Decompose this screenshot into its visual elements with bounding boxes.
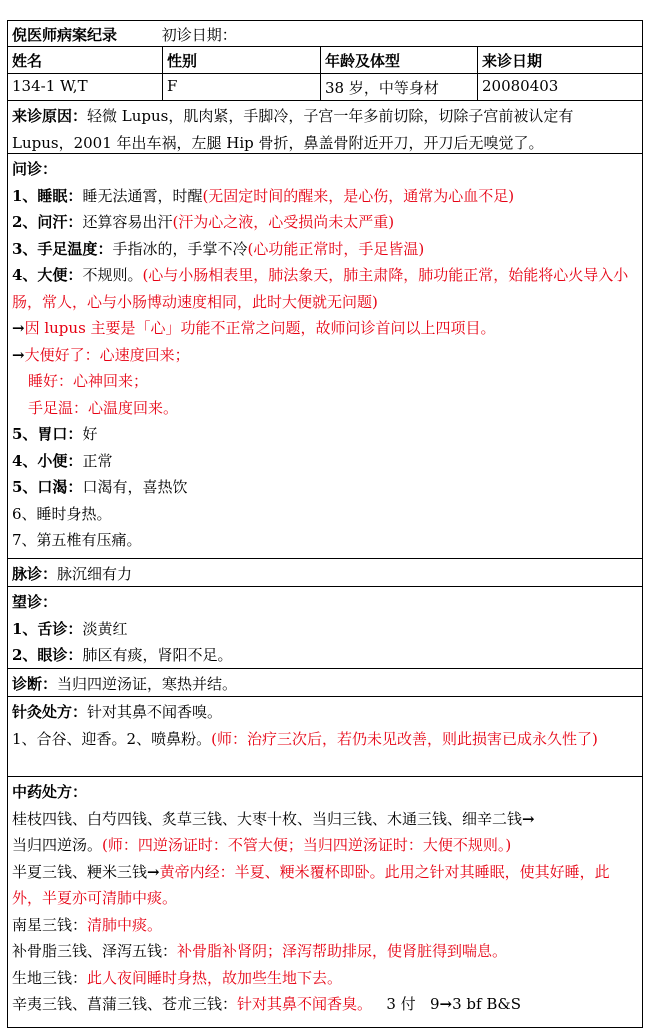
herbal-line: 半夏三钱、粳米三钱→黄帝内经：半夏、粳米覆杯即卧。此用之针对其睡眠，使其好睡，此外，半夏亦可清肺中痰。	[12, 862, 610, 907]
col-name: 姓名	[8, 47, 163, 73]
right-arrow-icon: →	[439, 995, 453, 1013]
acupuncture-points: 1、合谷、迎香。2、喷鼻粉。	[12, 729, 212, 748]
inquiry-result: →大便好了：心速度回来；	[12, 345, 190, 364]
pulse-text: 脉沉细有力	[57, 565, 133, 583]
schedule-b: 3 bf B&S	[452, 995, 521, 1013]
col-sex: 性别	[163, 47, 321, 73]
inquiry-item: 4、小便：正常	[12, 451, 113, 470]
info-header-row	[8, 47, 642, 74]
herbal-section	[8, 777, 642, 1027]
herbal-label: 中药处方：	[12, 783, 88, 801]
inquiry-item: 4、大便：不规则。(心与小肠相表里，肺法象天，肺主肃降，肺功能正常，始能将心火导入小肠，常人，心与小肠博动速度相同，此时大便就无问题)	[12, 266, 629, 311]
pulse-label: 脉诊：	[12, 565, 58, 583]
visit-reason-label: 来诊原因：	[12, 107, 88, 125]
inquiry-item: 5、胃口：好	[12, 425, 98, 443]
acupuncture-section	[8, 697, 642, 777]
case-record-table	[7, 20, 643, 1028]
visit-reason-section	[8, 101, 642, 154]
inquiry-item: 1、睡眠：睡无法通霄，时醒(无固定时间的醒来，是心伤，通常为心血不足)	[12, 186, 515, 205]
inquiry-item: 6、睡时身热。	[12, 504, 112, 523]
inspection-label: 望诊：	[12, 593, 58, 611]
schedule-a: 9	[429, 995, 440, 1013]
dose: 3 付	[386, 995, 416, 1013]
pulse-section	[8, 559, 642, 587]
first-visit-label: 初诊日期：	[161, 26, 237, 44]
title-row	[8, 21, 642, 47]
visit-date: 20080403	[482, 77, 559, 95]
herbal-line: 生地三钱：此人夜间睡时身热，故加些生地下去。	[12, 968, 343, 987]
diagnosis-label: 诊断：	[12, 675, 58, 693]
right-arrow-icon: →	[12, 345, 25, 364]
inquiry-item: 3、手足温度：手指冰的，手掌不冷(心功能正常时，手足皆温)	[12, 239, 425, 258]
inquiry-item: 7、第五椎有压痛。	[12, 531, 142, 549]
patient-id: 134-1 W,T	[8, 74, 163, 100]
inquiry-conclusion: →因 lupus 主要是「心」功能不正常之问题，故师问诊首问以上四项目。	[12, 319, 496, 337]
herbal-line: 补骨脂三钱、泽泻五钱：补骨脂补肾阴；泽泻帮助排尿，使肾脏得到喘息。	[12, 942, 508, 960]
visit-reason-text: 轻微 Lupus，肌肉紧，手脚冷，子宫一年多前切除，切除子宫前被认定有 Lupus，2001 年出车祸，左腿 Hip 骨折，鼻盖骨附近开刀，开刀后无嗅觉了。	[12, 107, 574, 152]
acupuncture-label: 针灸处方：	[12, 703, 88, 721]
inquiry-result: 睡好：心神回来；	[28, 372, 149, 390]
diagnosis-text: 当归四逆汤证，寒热并结。	[57, 675, 238, 693]
right-arrow-icon: →	[522, 809, 535, 828]
acupuncture-text: 针对其鼻不闻香嗅。	[87, 703, 223, 721]
inspection-item: 2、眼诊：肺区有痰，肾阳不足。	[12, 646, 233, 664]
record-title: 倪医师病案纪录	[12, 26, 118, 44]
patient-age: 38 岁，中等身材	[321, 74, 478, 100]
inspection-item: 1、舌诊：淡黄红	[12, 619, 128, 638]
herbal-line: 南星三钱：清肺中痰。	[12, 915, 163, 934]
right-arrow-icon: →	[147, 862, 160, 881]
info-value-row	[8, 74, 642, 101]
inquiry-item: 5、口渴：口渴有，喜热饮	[12, 478, 188, 496]
right-arrow-icon: →	[12, 319, 25, 337]
inquiry-label: 问诊：	[12, 160, 58, 178]
diagnosis-section	[8, 669, 642, 697]
inquiry-item: 2、问汗：还算容易出汗(汗为心之液，心受损尚未太严重)	[12, 213, 395, 231]
patient-sex: F	[163, 74, 321, 100]
inquiry-section	[8, 154, 642, 559]
inspection-section	[8, 587, 642, 669]
col-date: 来诊日期	[482, 52, 543, 70]
herbal-line: 辛夷三钱、菖蒲三钱、苍朮三钱：针对其鼻不闻香臭。 3 付 9→3 bf B&S	[12, 995, 521, 1013]
herbal-line: 当归四逆汤。(师：四逆汤证时：不管大便；当归四逆汤证时：大便不规则。)	[12, 836, 512, 854]
inquiry-result: 手足温：心温度回来。	[28, 398, 179, 417]
col-age: 年龄及体型	[321, 47, 478, 73]
herbal-line: 桂枝四钱、白芍四钱、炙草三钱、大枣十枚、当归三钱、木通三钱、细辛二钱→	[12, 809, 535, 828]
acupuncture-note: (师：治疗三次后，若仍未见改善，则此损害已成永久性了)	[211, 729, 598, 748]
